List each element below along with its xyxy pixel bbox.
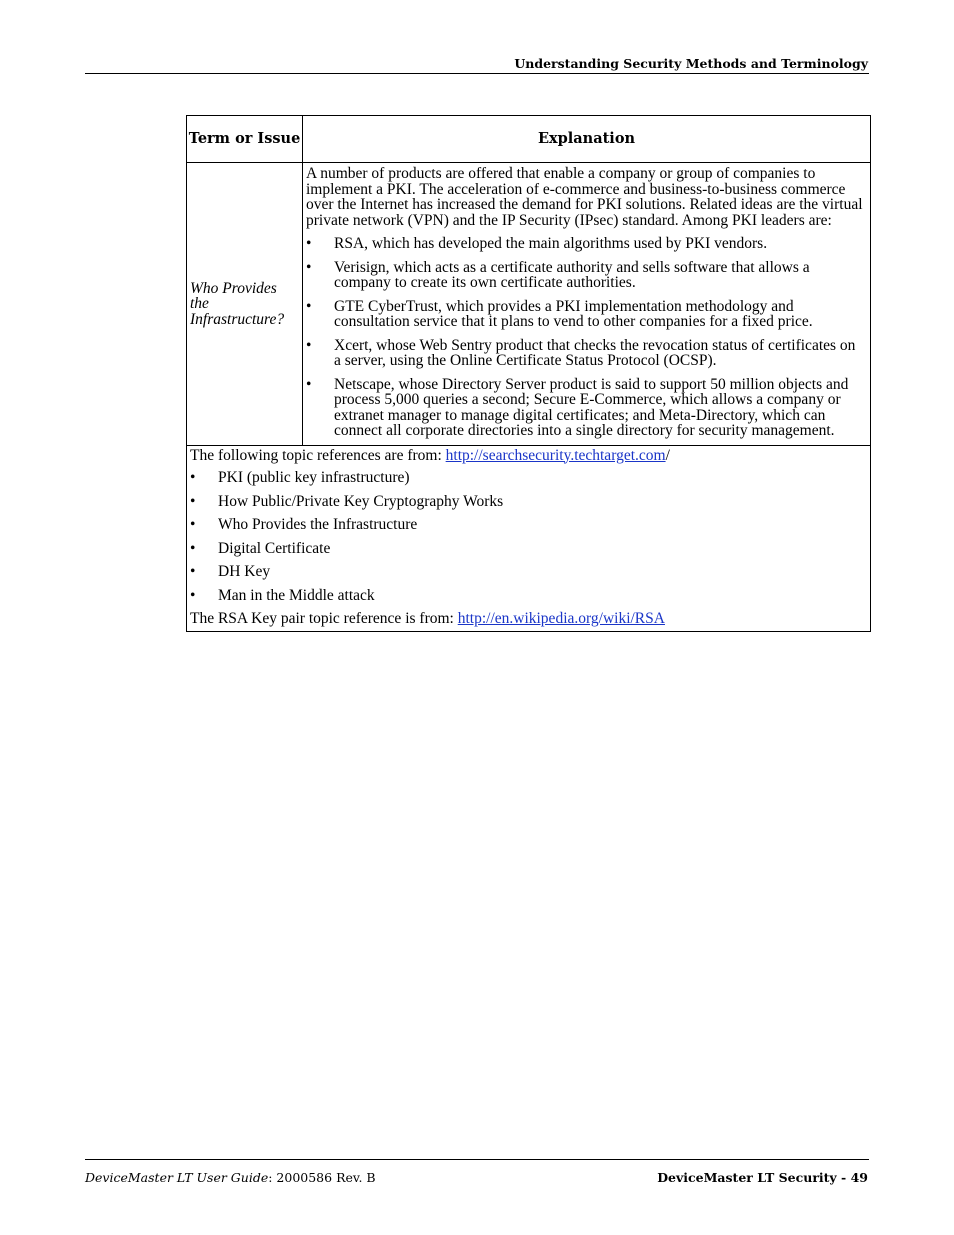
table-header-row xyxy=(187,116,871,163)
techtarget-link[interactable]: http://searchsecurity.techtarget.com xyxy=(445,446,666,464)
footer-guide: DeviceMaster LT User Guide: 2000586 Rev. B xyxy=(85,1170,376,1185)
footer-rule xyxy=(85,1159,869,1160)
explanation-cell xyxy=(303,163,871,446)
references-row xyxy=(187,445,871,631)
list-item: • PKI (public key infrastructure) xyxy=(190,469,410,486)
list-item: • Verisign, which acts as a certificate authority and sells software that allows a company to create its own certificate authorities. xyxy=(306,258,810,291)
list-item: • How Public/Private Key Cryptography Works xyxy=(190,492,504,510)
list-item: • Xcert, whose Web Sentry product that checks the revocation status of certificates on a server, using the Online Certificate Status Protocol (OCSP). xyxy=(306,336,856,369)
bullet-icon: • xyxy=(306,258,312,276)
bullet-icon: • xyxy=(190,586,196,604)
references-intro: The following topic references are from: http://searchsecurity.techtarget.com/ xyxy=(190,446,670,464)
table-row xyxy=(187,163,871,446)
list-item: • Digital Certificate xyxy=(190,539,331,557)
column-header-term: Term or Issue xyxy=(187,116,303,163)
running-header: Understanding Security Methods and Terminology xyxy=(514,56,868,71)
term-cell: Who Provides the Infrastructure? xyxy=(187,163,303,446)
references-cell xyxy=(187,445,871,631)
bullet-icon: • xyxy=(190,469,196,486)
list-item: • Netscape, whose Directory Server product is said to support 50 million objects and process 5,000 queries a second; Secure E-Commerce, which allows a company or extranet manager to manage digital certificates; and Meta-Directory, which can connect all corporate directories into a single directory for security management. xyxy=(306,375,849,439)
bullet-icon: • xyxy=(306,235,312,252)
explanation-intro: A number of products are offered that enable a company or group of companies to implement a PKI. The acceleration of e-commerce and business-to-business commerce over the Internet has increased the demand for PKI solutions. Related ideas are the virtual private network (VPN) and the IP Security (IPsec) standard. Among PKI leaders are: xyxy=(306,165,863,229)
rsa-reference: The RSA Key pair topic reference is from: http://en.wikipedia.org/wiki/RSA xyxy=(190,610,665,627)
footer-section-page: DeviceMaster LT Security - 49 xyxy=(657,1170,868,1185)
column-header-explanation: Explanation xyxy=(303,116,871,163)
bullet-icon: • xyxy=(190,563,196,580)
list-item: • DH Key xyxy=(190,563,271,580)
list-item: • RSA, which has developed the main algorithms used by PKI vendors. xyxy=(306,235,768,252)
bullet-icon: • xyxy=(190,516,196,533)
list-item: • Man in the Middle attack xyxy=(190,586,375,604)
list-item: • GTE CyberTrust, which provides a PKI implementation methodology and consultation service that it plans to vend to other companies for a fixed price. xyxy=(306,297,813,330)
pki-leaders-list xyxy=(306,236,866,439)
bullet-icon: • xyxy=(306,336,312,354)
wikipedia-rsa-link[interactable]: http://en.wikipedia.org/wiki/RSA xyxy=(457,610,665,627)
bullet-icon: • xyxy=(306,375,312,393)
bullet-icon: • xyxy=(306,297,312,315)
bullet-icon: • xyxy=(190,539,196,557)
topic-references-list xyxy=(190,470,867,603)
terminology-table xyxy=(186,115,871,632)
list-item: • Who Provides the Infrastructure xyxy=(190,516,418,533)
header-rule xyxy=(85,73,869,74)
bullet-icon: • xyxy=(190,492,196,510)
